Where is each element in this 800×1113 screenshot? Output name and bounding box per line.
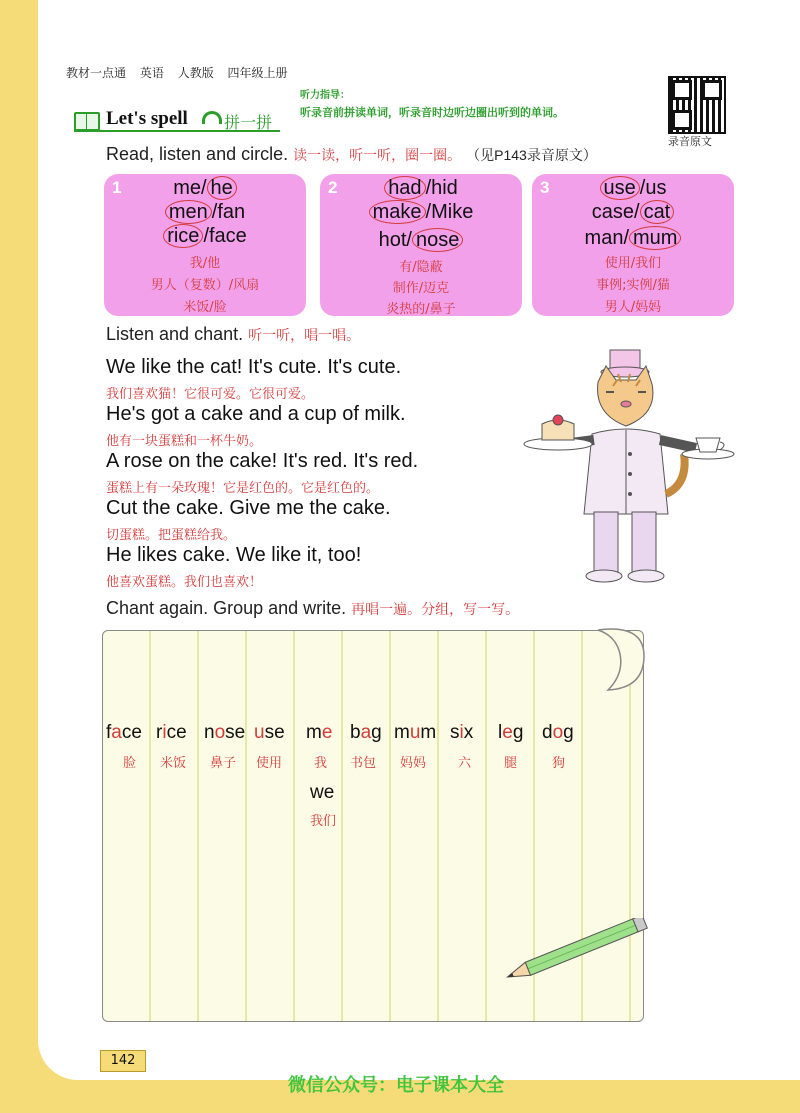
instruction-cn: 读一读，听一听，圈一圈。 [293, 147, 462, 163]
chant-translation-4: 切蛋糕。把蛋糕给我。 [106, 528, 237, 543]
chant-line-4: Cut the cake. Give me the cake. [106, 497, 391, 519]
textbook-page [38, 0, 800, 1080]
card-translation-1: 使用/我们 [604, 256, 662, 271]
book-icon [74, 112, 100, 131]
word-rice-cn: 米饭 [160, 756, 187, 771]
headphone-icon [202, 111, 222, 124]
word-six: six [450, 722, 474, 743]
word-nose: nose [204, 722, 246, 743]
card-line-3 [532, 226, 734, 250]
chant-line-1: We like the cat! It's cute. It's cute. [106, 356, 402, 378]
circled-word[interactable]: had [384, 176, 425, 200]
header-subject: 英语 [139, 66, 164, 80]
circled-word[interactable]: rice [163, 224, 203, 248]
page-number: 142 [100, 1050, 146, 1072]
cat-waiter-illustration [518, 344, 758, 584]
word-bag: bag [350, 722, 382, 743]
word-dog: dog [542, 722, 574, 743]
listening-guide-text: 听录音前拼读单词，听录音时边听边圈出听到的单词。 [300, 106, 564, 119]
header-book: 教材一点通 [66, 66, 127, 80]
instruction-en: Chant again. Group and write. [106, 598, 347, 618]
instruction-cn: 再唱一遍。分组，写一写。 [351, 601, 520, 617]
card-line-1 [104, 176, 306, 200]
word-card-3 [532, 174, 734, 316]
word-use: use [254, 722, 285, 743]
section-heading [74, 110, 280, 132]
card-translation-2: 制作/迈克 [392, 281, 450, 296]
word-mum: mum [394, 722, 437, 743]
footer-watermark: 微信公众号：电子课本大全 [288, 1075, 504, 1096]
circled-word[interactable]: cat [640, 200, 675, 224]
chant-line-3: A rose on the cake! It's red. It's red. [106, 450, 419, 472]
card-line-2 [104, 200, 306, 224]
word-we-cn: 我们 [310, 814, 337, 829]
word-leg-cn: 腿 [504, 756, 518, 771]
card-line-2 [320, 200, 522, 224]
word: me/ [173, 177, 207, 199]
card-translation-2: 事例;实例/猫 [596, 278, 670, 293]
section-title-cn: 拼一拼 [224, 113, 273, 132]
word-card-1 [104, 174, 306, 316]
word: hot/ [378, 229, 412, 251]
chant-translation-3: 蛋糕上有一朵玫瑰！它是红色的。它是红色的。 [106, 481, 380, 496]
qr-code-icon[interactable] [668, 76, 726, 134]
word-mum-cn: 妈妈 [400, 756, 427, 771]
card-number: 1 [112, 178, 122, 197]
instruction-en: Listen and chant. [106, 324, 244, 344]
word-face-cn: 脸 [123, 756, 137, 771]
card-line-1 [320, 176, 522, 200]
card-translation-3: 男人/妈妈 [604, 300, 662, 315]
pencil-icon [502, 918, 662, 978]
word-card-2 [320, 174, 522, 316]
word-dog-cn: 狗 [552, 756, 566, 771]
circled-word[interactable]: he [207, 176, 237, 200]
circled-word[interactable]: use [600, 176, 640, 200]
chant-translation-5: 他喜欢蛋糕。我们也喜欢！ [106, 575, 263, 590]
card-translation-3: 炎热的/鼻子 [386, 302, 456, 317]
word-use-cn: 使用 [256, 756, 283, 771]
instruction-en: Read, listen and circle. [106, 144, 289, 164]
instruction-cn: 听一听，唱一唱。 [248, 327, 361, 343]
card-line-3 [104, 224, 306, 248]
card-translation-3: 米饭/脸 [183, 300, 227, 315]
listening-guide-label: 听力指导： [300, 90, 350, 101]
card-translation-1: 我/他 [189, 256, 221, 271]
word-leg: leg [498, 722, 524, 743]
card-translation-2: 男人（复数）/风扇 [150, 278, 260, 293]
circled-word[interactable]: men [165, 200, 212, 224]
card-number: 3 [540, 178, 550, 197]
instruction-chant-again [106, 598, 519, 619]
word-we: we [310, 782, 335, 803]
qr-label: 录音原文 [668, 135, 712, 148]
word-face: face [106, 722, 142, 743]
word-rice: rice [156, 722, 187, 743]
word-six-cn: 六 [458, 756, 472, 771]
card-line-2 [532, 200, 734, 224]
word-me-cn: 我 [314, 756, 328, 771]
card-number: 2 [328, 178, 338, 197]
chant-line-2: He's got a cake and a cup of milk. [106, 403, 406, 425]
page-header [66, 64, 298, 81]
instruction-ref: （见P143录音原文） [466, 147, 597, 163]
header-edition: 人教版 [177, 66, 214, 80]
chant-translation-1: 我们喜欢猫！它很可爱。它很可爱。 [106, 387, 315, 402]
section-title: Let's spell [106, 108, 188, 129]
word: /us [639, 177, 667, 199]
chant-line-5: He likes cake. We like it, too! [106, 544, 362, 566]
header-grade: 四年级上册 [227, 66, 288, 80]
word: /Mike [425, 201, 474, 223]
word: man/ [584, 227, 629, 249]
circled-word[interactable]: make [369, 200, 426, 224]
word: /hid [425, 177, 458, 199]
card-translation-1: 有/隐蔽 [399, 260, 443, 275]
instruction-read-listen-circle [106, 144, 597, 165]
word: case/ [591, 201, 640, 223]
chant-translation-2: 他有一块蛋糕和一杯牛奶。 [106, 434, 263, 449]
card-line-1 [532, 176, 734, 200]
card-line-3 [320, 228, 522, 252]
word-me: me [306, 722, 333, 743]
circled-word[interactable]: mum [629, 226, 681, 250]
instruction-listen-chant [106, 324, 360, 345]
circled-word[interactable]: nose [412, 228, 463, 252]
paper-curl-icon [594, 626, 650, 696]
word: /fan [211, 201, 246, 223]
word-bag-cn: 书包 [350, 756, 377, 771]
word-nose-cn: 鼻子 [210, 756, 237, 771]
word: /face [203, 225, 247, 247]
